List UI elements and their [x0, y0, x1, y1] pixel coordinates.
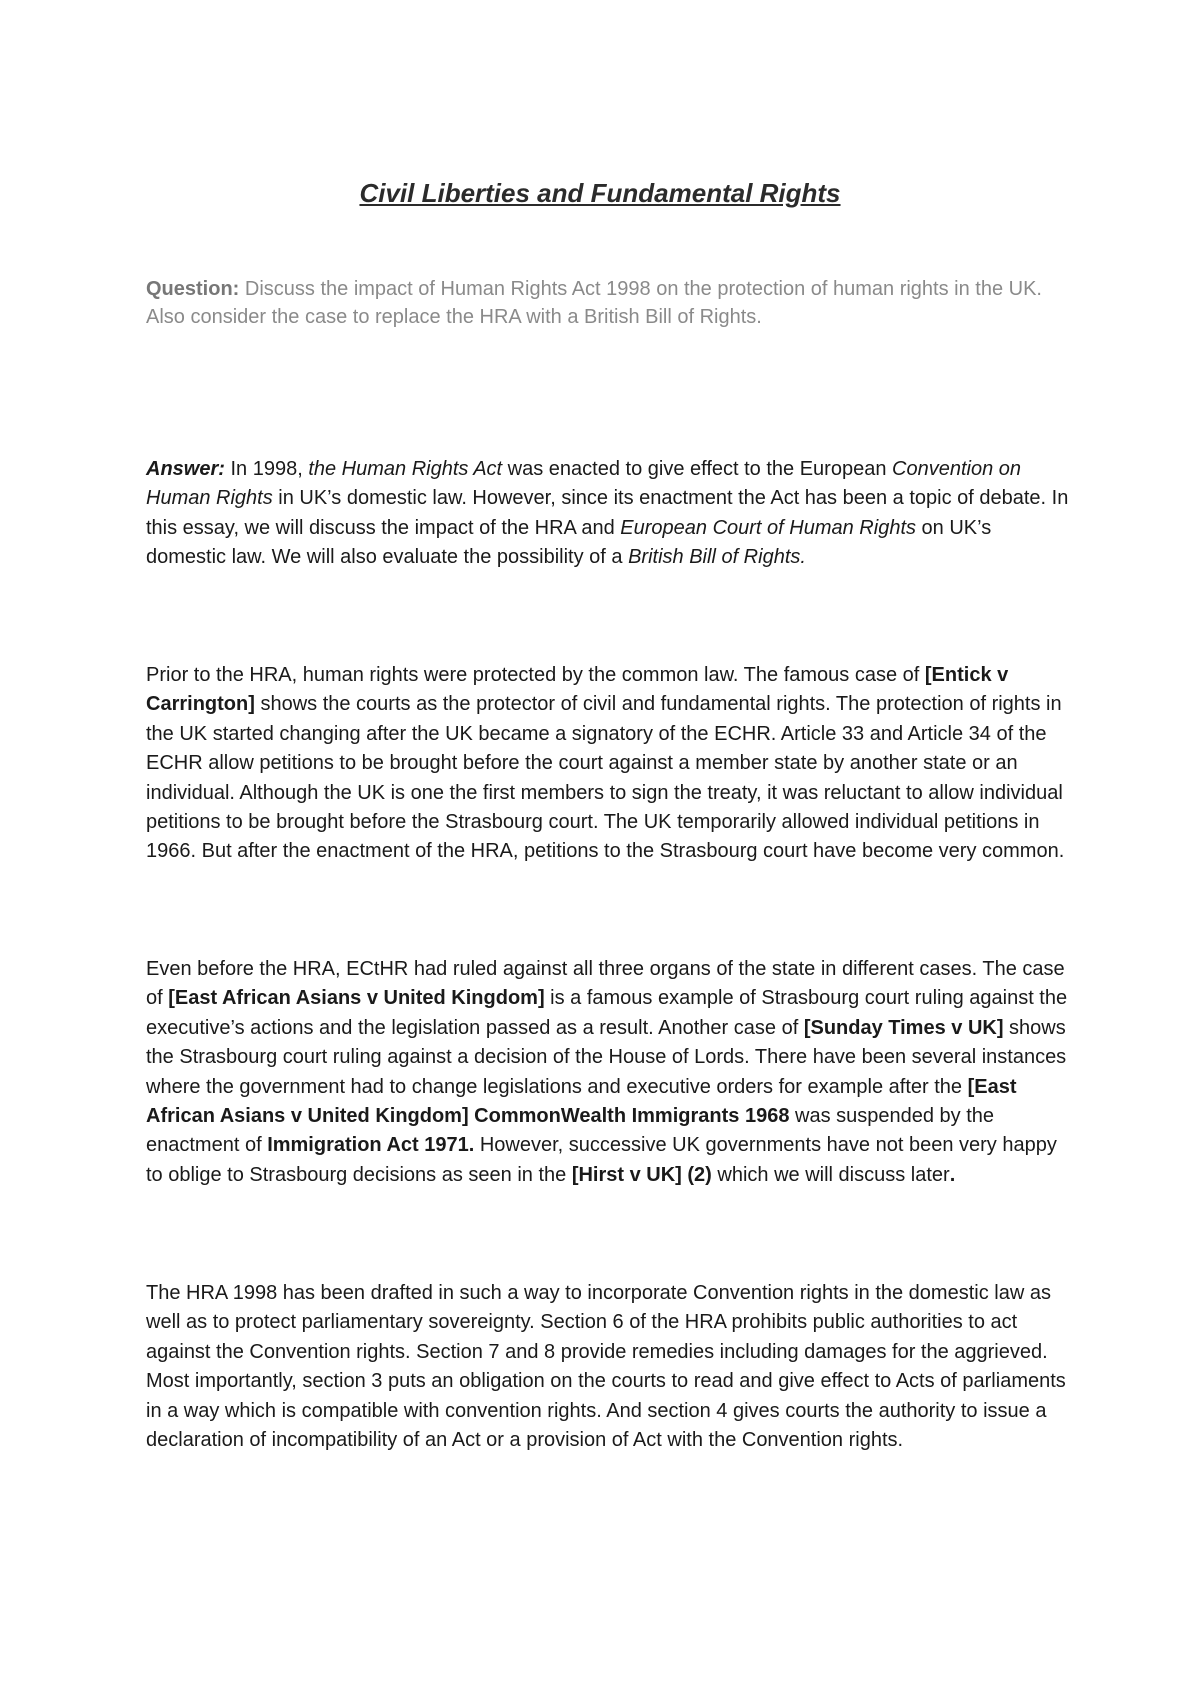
answer-text-2: was enacted to give effect to the European [502, 458, 893, 480]
answer-italic-court: European Court of Human Rights [620, 516, 916, 539]
case-entick-v-carrington: [Entick v Carrington] [146, 664, 1009, 716]
case-hirst-v-uk: [Hirst v UK] (2) [571, 1163, 712, 1186]
answer-text-4: on UK’s domestic law. We will also evaluate the possibility of a [146, 516, 992, 569]
para3-text-3: shows the Strasbourg court ruling against a decision of the House of Lords. There have been several instances where the government had to change legislations and executive orders for example after the [146, 1016, 1067, 1098]
para2-text-2: shows the courts as the protector of civil and fundamental rights. The protection of rights in the UK started changing after the UK became a signatory of the ECHR. Article 33 and Article 34 of the ECHR allow petitions to be brought before the court against a member state by another state or an individual. Although the UK is one the first members to sign the treaty, it was reluctant to allow individual petitions to be brought before the Strasbourg court. The UK temporarily allowed individual petitions in 1966. But after the enactment of the HRA, petitions to the Strasbourg court have become very common. [146, 693, 1065, 863]
para2-text-1: Prior to the HRA, human rights were protected by the common law. The famous case of [146, 664, 925, 686]
case-east-african-asians: [East African Asians v United Kingdom] [168, 987, 545, 1010]
question-text: Discuss the impact of Human Rights Act 1998 on the protection of human rights in the UK. Also consider the case to replace the HRA with a British Bill of Rights. [146, 278, 1042, 328]
para3-text-1: Even before the HRA, ECtHR had ruled against all three organs of the state in different cases. The case of [146, 958, 1065, 1010]
case-sunday-times: [Sunday Times v UK] [803, 1016, 1004, 1039]
para3-text-2: is a famous example of Strasbourg court ruling against the executive’s actions and the legislation passed as a result. Another case of [146, 987, 1068, 1039]
para3-text-4: was suspended by the enactment of [146, 1105, 995, 1157]
paragraph-common-law [146, 661, 1076, 867]
answer-paragraph [146, 455, 1076, 573]
para3-period: . [949, 1163, 956, 1186]
para3-text-5: However, successive UK governments have not been very happy to oblige to Strasbourg decisions as seen in the [146, 1134, 1057, 1186]
answer-italic-hra: the Human Rights Act [308, 458, 503, 480]
answer-label: Answer: [146, 458, 225, 480]
para3-text-6: which we will discuss later [711, 1163, 950, 1186]
paragraph-hra-sections: The HRA 1998 has been drafted in such a way to incorporate Convention rights in the domestic law as well as to protect parliamentary sovereignty. Section 6 of the HRA prohibits public authorities to act against the Convention rights. Section 7 and 8 provide remedies including damages for the aggrieved. Most importantly, section 3 puts an obligation on the courts to read and give effect to Acts of parliaments in a way which is compatible with convention rights. And section 4 gives courts the authority to issue a declaration of incompatibility of an Act or a provision of Act with the Convention rights. [146, 1282, 1066, 1452]
question-paragraph [146, 276, 1076, 331]
answer-text-1: In 1998, [224, 458, 309, 480]
immigration-act-1971: Immigration Act 1971. [267, 1134, 475, 1157]
case-east-african-asians-commonwealth: [East African Asians v United Kingdom] CommonWealth Immigrants 1968 [146, 1075, 1017, 1128]
document-title: Civil Liberties and Fundamental Rights [359, 178, 841, 208]
paragraph-ecthr-rulings [146, 955, 1076, 1190]
answer-italic-bill: British Bill of Rights. [628, 546, 806, 569]
answer-italic-convention: Convention on Human Rights [146, 458, 1021, 510]
answer-text-3: in UK’s domestic law. However, since its enactment the Act has been a topic of debate. In this essay, we will discuss the impact of the HRA and [146, 487, 1069, 539]
question-label: Question: [146, 278, 240, 300]
